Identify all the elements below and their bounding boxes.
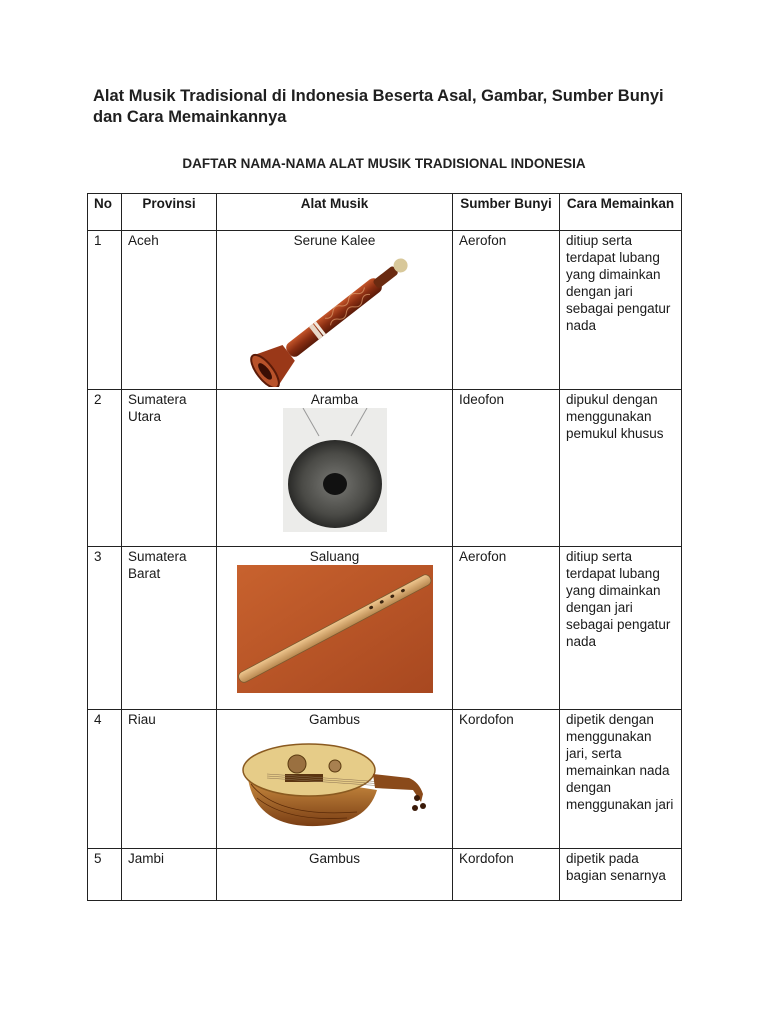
instrument-name: Gambus [308, 851, 361, 866]
cell-sumber-bunyi: Ideofon [453, 390, 560, 547]
cell-provinsi: Aceh [122, 231, 217, 390]
cell-provinsi: Sumatera Barat [122, 547, 217, 710]
cell-no: 3 [88, 547, 122, 710]
instrument-name: Saluang [309, 549, 360, 564]
instrument-name: Serune Kalee [293, 233, 376, 248]
header-sumber-bunyi: Sumber Bunyi [453, 194, 560, 231]
cell-no: 5 [88, 849, 122, 901]
cell-provinsi: Sumatera Utara [122, 390, 217, 547]
header-cara-memainkan: Cara Memainkan [560, 194, 682, 231]
header-no: No [88, 194, 122, 231]
table-row [88, 849, 682, 901]
instrument-name: Aramba [310, 392, 359, 407]
header-alat-musik: Alat Musik [217, 194, 453, 231]
cell-cara-memainkan: ditiup serta terdapat lubang yang dimainkan dengan jari sebagai pengatur nada [560, 547, 682, 710]
cell-sumber-bunyi: Kordofon [453, 849, 560, 901]
table-row [88, 547, 682, 710]
table-row [88, 231, 682, 390]
cell-no: 1 [88, 231, 122, 390]
cell-provinsi: Riau [122, 710, 217, 849]
serune-kalee-image [237, 249, 433, 387]
cell-alat-musik [217, 231, 453, 390]
gambus-image [237, 728, 433, 840]
cell-sumber-bunyi: Aerofon [453, 547, 560, 710]
table-row [88, 390, 682, 547]
header-provinsi: Provinsi [122, 194, 217, 231]
gong-image [283, 408, 387, 532]
instrument-name: Gambus [308, 712, 361, 727]
cell-no: 2 [88, 390, 122, 547]
table-row [88, 710, 682, 849]
cell-no: 4 [88, 710, 122, 849]
cell-alat-musik [217, 849, 453, 901]
cell-alat-musik [217, 547, 453, 710]
cell-alat-musik [217, 710, 453, 849]
page-title: Alat Musik Tradisional di Indonesia Beserta Asal, Gambar, Sumber Bunyi dan Cara Memainkannya [93, 87, 664, 126]
cell-cara-memainkan: ditiup serta terdapat lubang yang dimainkan dengan jari sebagai pengatur nada [560, 231, 682, 390]
cell-provinsi: Jambi [122, 849, 217, 901]
cell-alat-musik [217, 390, 453, 547]
table-title: DAFTAR NAMA-NAMA ALAT MUSIK TRADISIONAL INDONESIA [182, 156, 586, 171]
cell-cara-memainkan: dipukul dengan menggunakan pemukul khusus [560, 390, 682, 547]
cell-cara-memainkan: dipetik pada bagian senarnya [560, 849, 682, 901]
cell-sumber-bunyi: Kordofon [453, 710, 560, 849]
instruments-table [87, 193, 682, 901]
table-header-row [88, 194, 682, 231]
cell-sumber-bunyi: Aerofon [453, 231, 560, 390]
saluang-flute-image [237, 565, 433, 693]
cell-cara-memainkan: dipetik dengan menggunakan jari, serta memainkan nada dengan menggunakan jari [560, 710, 682, 849]
